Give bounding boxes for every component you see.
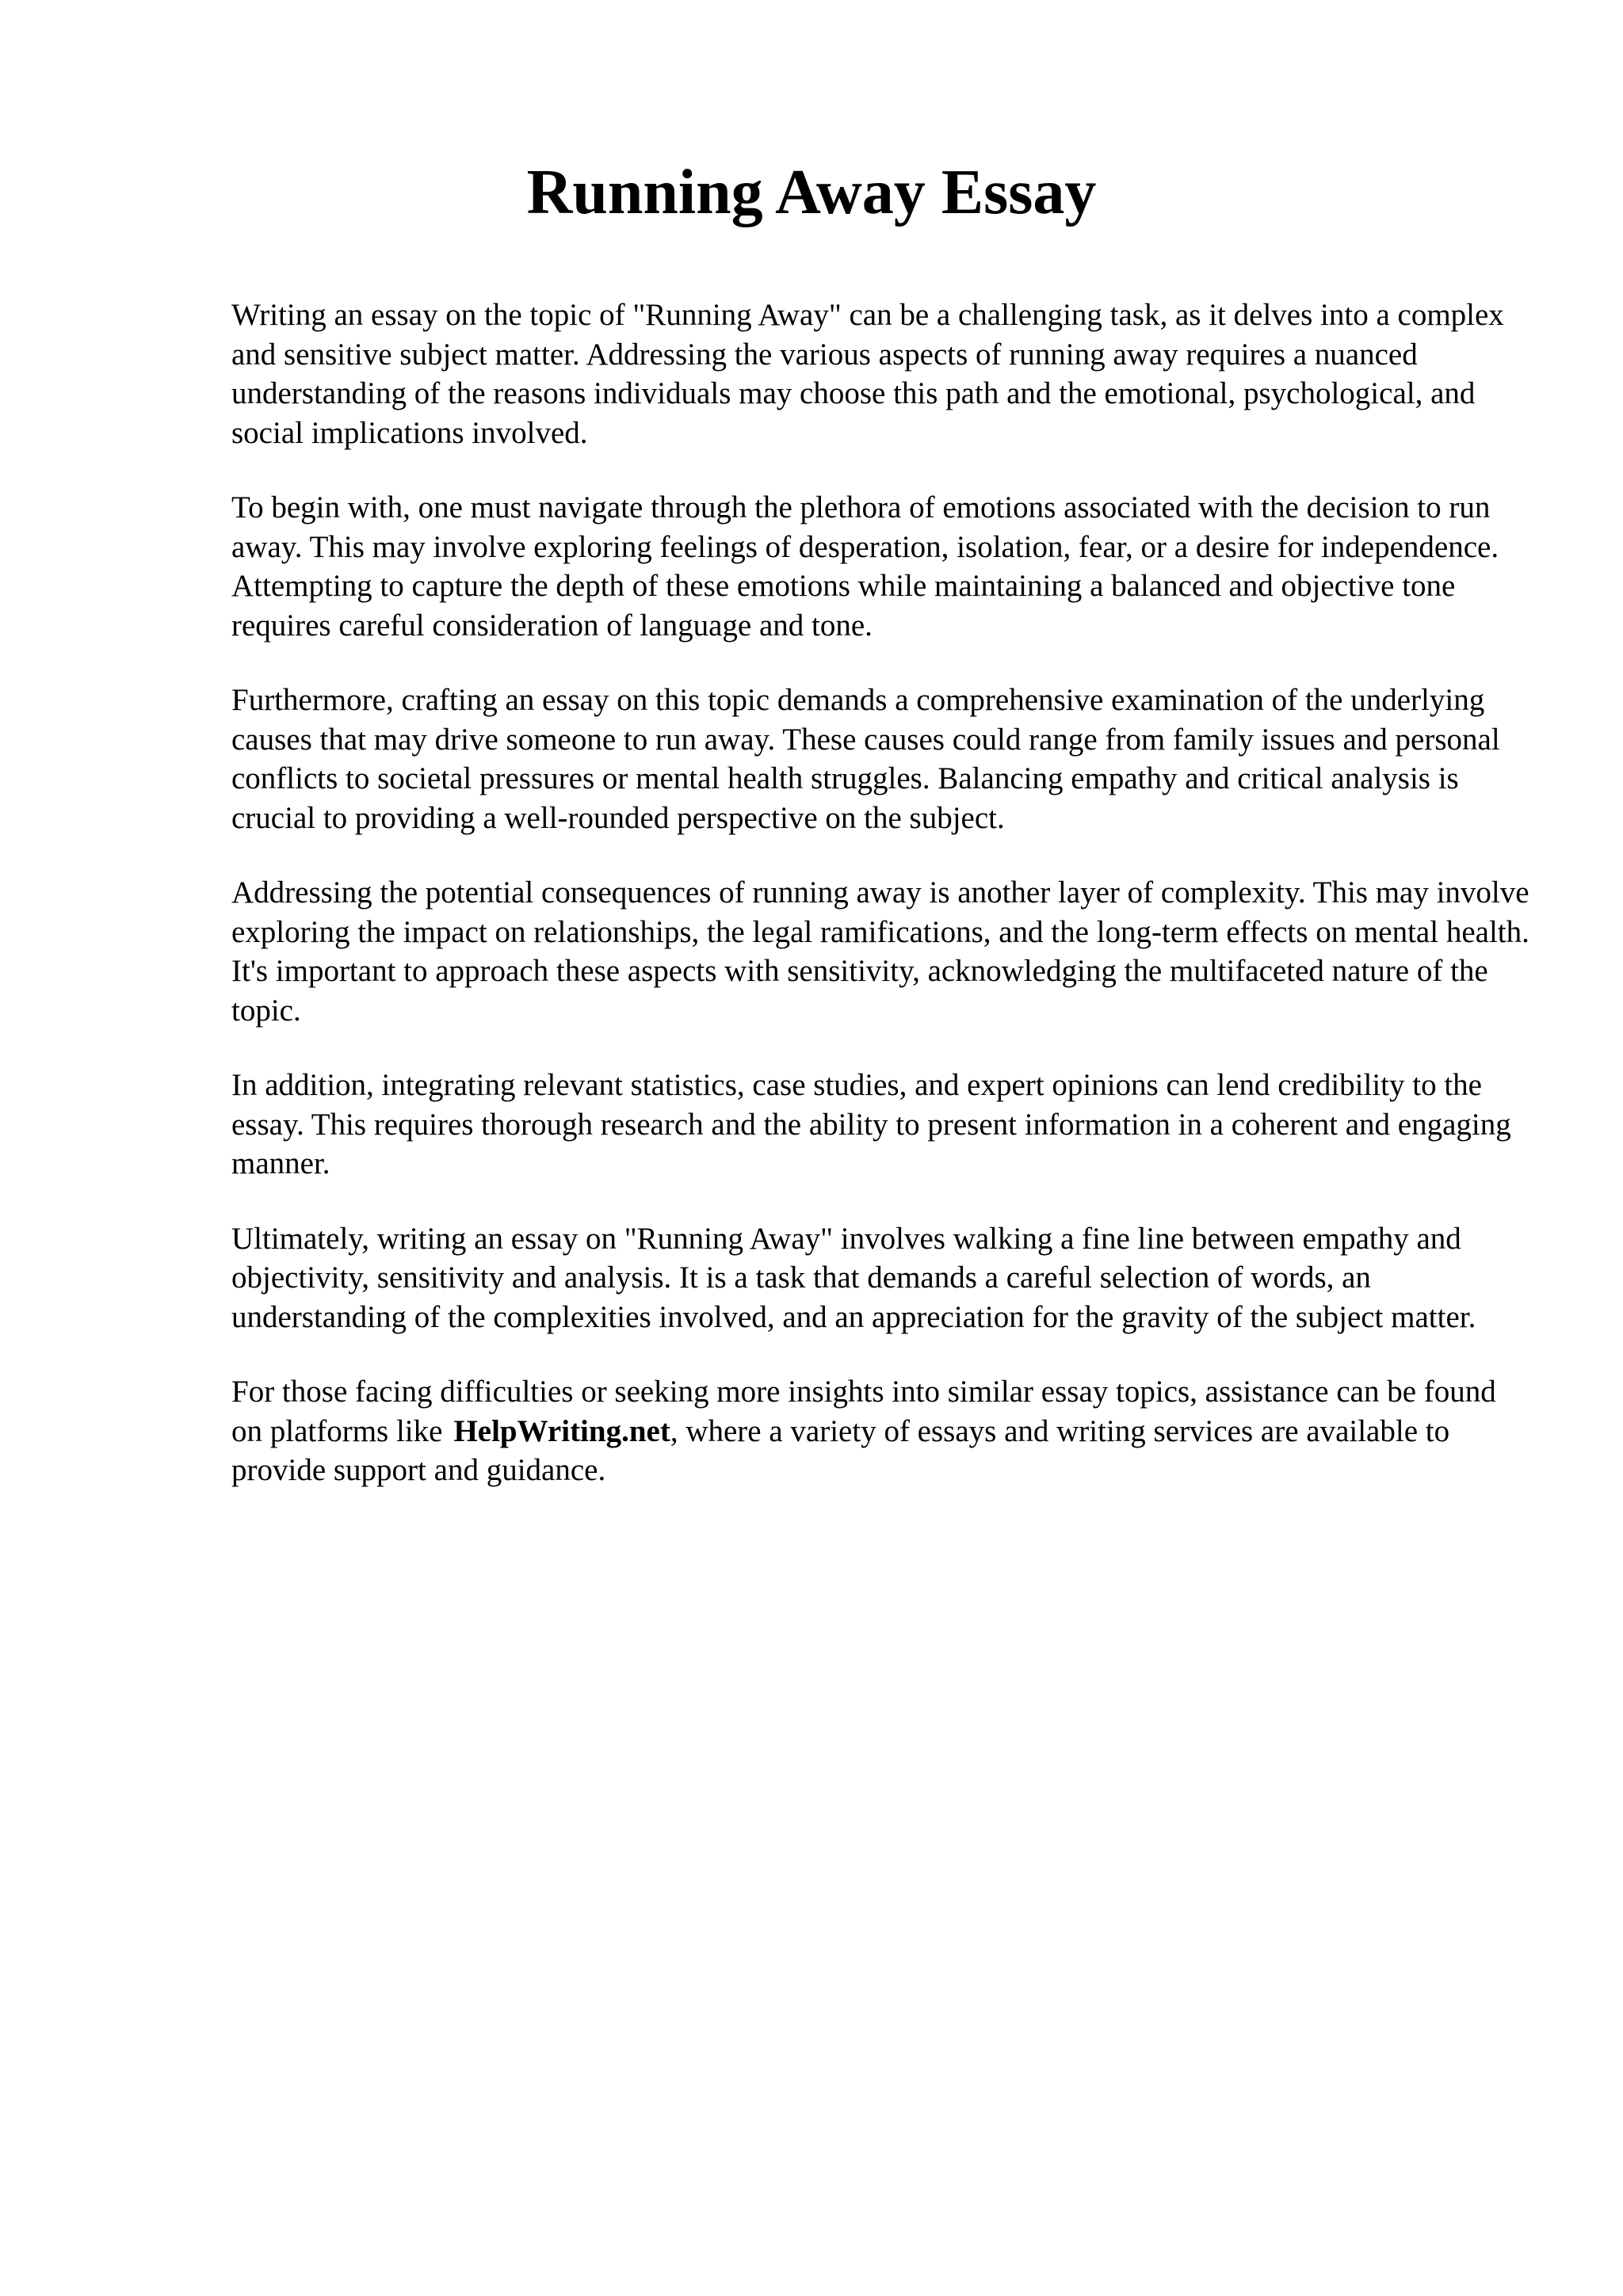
paragraph-5: In addition, integrating relevant statistics, case studies, and expert opinions can lend credibility to the essay. This requires thorough research and the ability to present information in a coherent and engaging manner. [231, 1068, 1511, 1180]
closing-paragraph [231, 1372, 1531, 1490]
paragraph-2: To begin with, one must navigate through the plethora of emotions associated with the decision to run away. This may involve exploring feelings of desperation, isolation, fear, or a desire for independence. Attempting to capture the depth of these emotions while maintaining a balanced and objective tone requires careful consideration of language and tone. [231, 490, 1499, 643]
closing-text-after: , where a variety of essays and writing services are available to provide support and guidance. [231, 1413, 1450, 1487]
paragraph-1: Writing an essay on the topic of "Running Away" can be a challenging task, as it delves into a complex and sensitive subject matter. Addressing the various aspects of running away requires a nuanced understanding of the reasons individuals may choose this path and the emotional, psychological, and social implications involved. [231, 298, 1504, 450]
paragraph-4: Addressing the potential consequences of running away is another layer of complexity. This may involve exploring the impact on relationships, the legal ramifications, and the long-term effects on mental health. It's important to approach these aspects with sensitivity, acknowledging the multifaceted nature of the topic. [231, 875, 1529, 1028]
paragraph-6: Ultimately, writing an essay on "Running Away" involves walking a fine line between empathy and objectivity, sensitivity and analysis. It is a task that demands a careful selection of words, an understanding of the complexities involved, and an appreciation for the gravity of the subject matter. [231, 1221, 1476, 1334]
brand-name: HelpWriting.net [453, 1413, 670, 1448]
document-title: Running Away Essay [526, 158, 1097, 227]
paragraph-3: Furthermore, crafting an essay on this topic demands a comprehensive examination of the underlying causes that may drive someone to run away. These causes could range from family issues and personal conflicts to societal pressures or mental health struggles. Balancing empathy and critical analysis is crucial to providing a well-rounded perspective on the subject. [231, 683, 1500, 835]
closing-text-before: For those facing difficulties or seeking more insights into similar essay topics, assistance can be found on platforms like [231, 1375, 1496, 1448]
document-body [231, 296, 1531, 1526]
